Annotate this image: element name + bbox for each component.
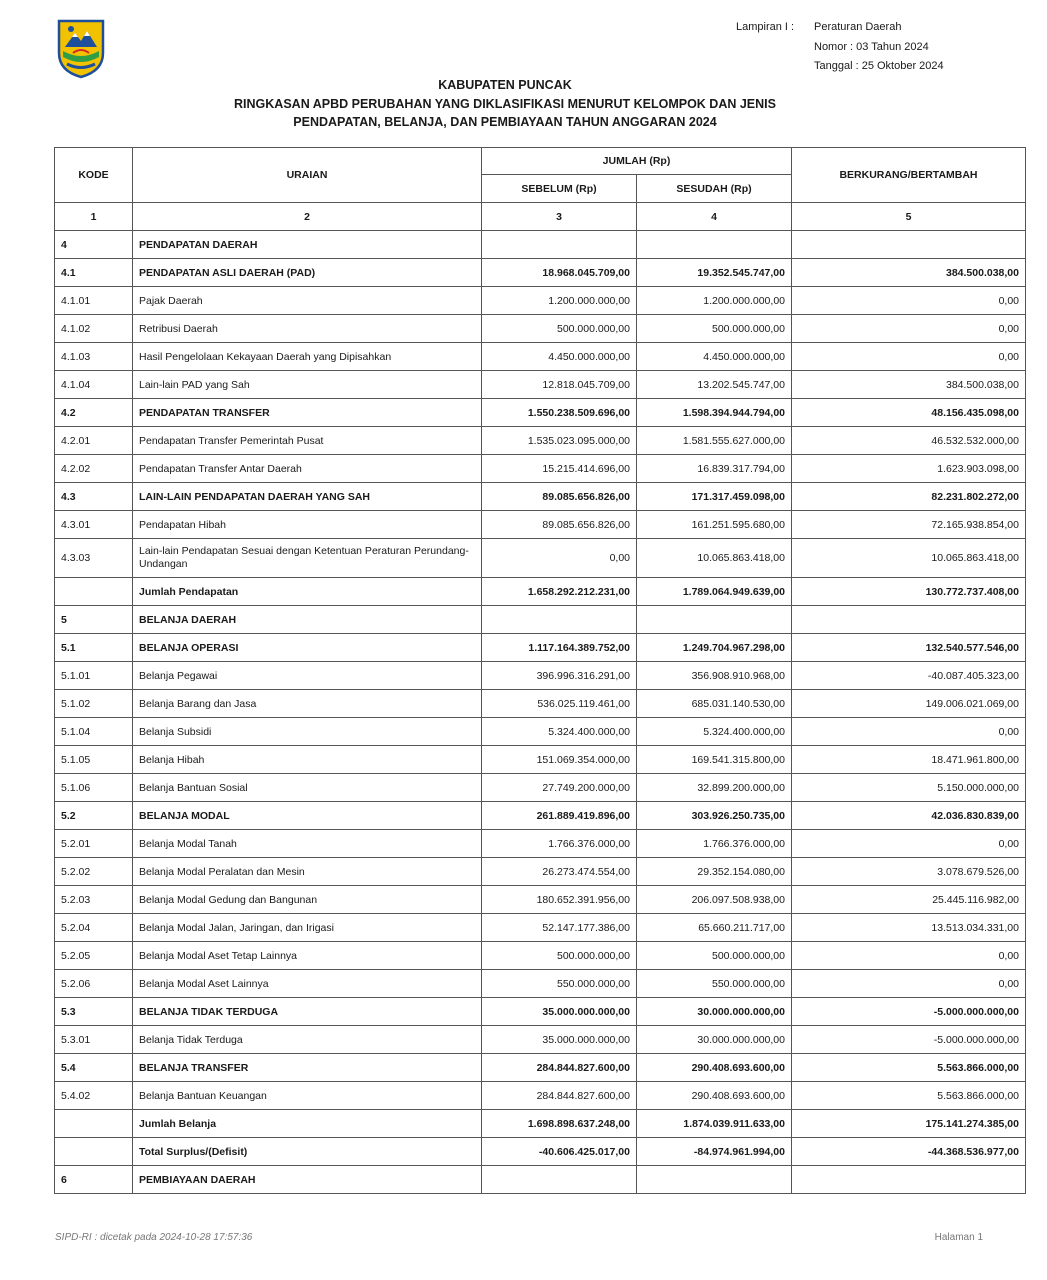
document-title bbox=[0, 76, 1010, 132]
cell-kode: 6 bbox=[55, 1166, 133, 1194]
cell-uraian: Total Surplus/(Defisit) bbox=[133, 1138, 482, 1166]
cell-berkurang-bertambah: 5.563.866.000,00 bbox=[792, 1082, 1026, 1110]
cell-sesudah: 161.251.595.680,00 bbox=[637, 511, 792, 539]
table-row bbox=[55, 1026, 1026, 1054]
col-number-4: 4 bbox=[637, 203, 792, 231]
cell-sesudah: 19.352.545.747,00 bbox=[637, 259, 792, 287]
cell-sebelum bbox=[482, 1166, 637, 1194]
cell-kode: 5.2.02 bbox=[55, 858, 133, 886]
table-row bbox=[55, 539, 1026, 578]
table-row bbox=[55, 830, 1026, 858]
table-row bbox=[55, 690, 1026, 718]
cell-kode: 5.4.02 bbox=[55, 1082, 133, 1110]
cell-sebelum: 180.652.391.956,00 bbox=[482, 886, 637, 914]
cell-berkurang-bertambah: -5.000.000.000,00 bbox=[792, 1026, 1026, 1054]
cell-berkurang-bertambah: 3.078.679.526,00 bbox=[792, 858, 1026, 886]
cell-kode: 5.2.05 bbox=[55, 942, 133, 970]
cell-sesudah: 290.408.693.600,00 bbox=[637, 1082, 792, 1110]
cell-kode: 4.3.01 bbox=[55, 511, 133, 539]
cell-sebelum: 536.025.119.461,00 bbox=[482, 690, 637, 718]
cell-berkurang-bertambah: 0,00 bbox=[792, 343, 1026, 371]
cell-kode: 5.2 bbox=[55, 802, 133, 830]
cell-sebelum: 500.000.000,00 bbox=[482, 315, 637, 343]
table-row bbox=[55, 774, 1026, 802]
cell-berkurang-bertambah: 5.150.000.000,00 bbox=[792, 774, 1026, 802]
cell-uraian: BELANJA MODAL bbox=[133, 802, 482, 830]
cell-kode: 4.3.03 bbox=[55, 539, 133, 578]
cell-uraian: BELANJA OPERASI bbox=[133, 634, 482, 662]
cell-sesudah: 13.202.545.747,00 bbox=[637, 371, 792, 399]
cell-sebelum: 1.766.376.000,00 bbox=[482, 830, 637, 858]
cell-sesudah: 500.000.000,00 bbox=[637, 315, 792, 343]
cell-uraian: Pendapatan Hibah bbox=[133, 511, 482, 539]
col-number-3: 3 bbox=[482, 203, 637, 231]
cell-uraian: PEMBIAYAAN DAERAH bbox=[133, 1166, 482, 1194]
table-row bbox=[55, 886, 1026, 914]
cell-sesudah: 1.789.064.949.639,00 bbox=[637, 578, 792, 606]
page-number: Halaman 1 bbox=[934, 1232, 983, 1243]
cell-sebelum bbox=[482, 231, 637, 259]
table-row bbox=[55, 578, 1026, 606]
cell-uraian: Belanja Bantuan Keuangan bbox=[133, 1082, 482, 1110]
cell-uraian: Belanja Modal Tanah bbox=[133, 830, 482, 858]
cell-sebelum: 261.889.419.896,00 bbox=[482, 802, 637, 830]
title-line-2: RINGKASAN APBD PERUBAHAN YANG DIKLASIFIKASI MENURUT KELOMPOK DAN JENIS bbox=[234, 96, 776, 111]
cell-uraian: BELANJA DAERAH bbox=[133, 606, 482, 634]
cell-sebelum: 52.147.177.386,00 bbox=[482, 914, 637, 942]
cell-uraian: Lain-lain Pendapatan Sesuai dengan Ketentuan Peraturan Perundang-Undangan bbox=[133, 539, 482, 578]
cell-kode: 5.3.01 bbox=[55, 1026, 133, 1054]
cell-kode: 5.1.04 bbox=[55, 718, 133, 746]
table-row bbox=[55, 1166, 1026, 1194]
table-row bbox=[55, 511, 1026, 539]
header-kode: KODE bbox=[55, 148, 133, 203]
cell-uraian: Belanja Modal Jalan, Jaringan, dan Irigasi bbox=[133, 914, 482, 942]
cell-sebelum: -40.606.425.017,00 bbox=[482, 1138, 637, 1166]
cell-sesudah: 65.660.211.717,00 bbox=[637, 914, 792, 942]
cell-uraian: Belanja Modal Peralatan dan Mesin bbox=[133, 858, 482, 886]
cell-sesudah: 5.324.400.000,00 bbox=[637, 718, 792, 746]
cell-uraian: Belanja Subsidi bbox=[133, 718, 482, 746]
cell-sesudah: 500.000.000,00 bbox=[637, 942, 792, 970]
cell-uraian: PENDAPATAN DAERAH bbox=[133, 231, 482, 259]
cell-sebelum: 151.069.354.000,00 bbox=[482, 746, 637, 774]
cell-sesudah: 1.598.394.944.794,00 bbox=[637, 399, 792, 427]
cell-sebelum: 26.273.474.554,00 bbox=[482, 858, 637, 886]
table-row bbox=[55, 606, 1026, 634]
lampiran-line-nomor: Nomor : 03 Tahun 2024 bbox=[814, 40, 929, 53]
cell-sebelum: 550.000.000,00 bbox=[482, 970, 637, 998]
table-row bbox=[55, 1110, 1026, 1138]
apbd-summary-table bbox=[54, 147, 1026, 1194]
cell-uraian: Belanja Modal Aset Tetap Lainnya bbox=[133, 942, 482, 970]
cell-berkurang-bertambah: 42.036.830.839,00 bbox=[792, 802, 1026, 830]
table-row bbox=[55, 662, 1026, 690]
table-row bbox=[55, 942, 1026, 970]
cell-berkurang-bertambah: 384.500.038,00 bbox=[792, 371, 1026, 399]
cell-kode bbox=[55, 578, 133, 606]
col-number-1: 1 bbox=[55, 203, 133, 231]
cell-kode: 5.1.01 bbox=[55, 662, 133, 690]
cell-kode bbox=[55, 1110, 133, 1138]
table-row bbox=[55, 315, 1026, 343]
title-line-3: PENDAPATAN, BELANJA, DAN PEMBIAYAAN TAHUN ANGGARAN 2024 bbox=[293, 115, 717, 129]
cell-kode bbox=[55, 1138, 133, 1166]
cell-sebelum: 12.818.045.709,00 bbox=[482, 371, 637, 399]
cell-uraian: BELANJA TIDAK TERDUGA bbox=[133, 998, 482, 1026]
cell-uraian: Jumlah Pendapatan bbox=[133, 578, 482, 606]
table-body bbox=[55, 231, 1026, 1194]
cell-berkurang-bertambah: 0,00 bbox=[792, 718, 1026, 746]
cell-uraian: LAIN-LAIN PENDAPATAN DAERAH YANG SAH bbox=[133, 483, 482, 511]
cell-kode: 4 bbox=[55, 231, 133, 259]
cell-berkurang-bertambah: 1.623.903.098,00 bbox=[792, 455, 1026, 483]
cell-uraian: Belanja Hibah bbox=[133, 746, 482, 774]
cell-berkurang-bertambah bbox=[792, 1166, 1026, 1194]
cell-sesudah bbox=[637, 231, 792, 259]
table-row bbox=[55, 1138, 1026, 1166]
table-row bbox=[55, 371, 1026, 399]
cell-sebelum: 284.844.827.600,00 bbox=[482, 1082, 637, 1110]
table-row bbox=[55, 858, 1026, 886]
cell-berkurang-bertambah: 132.540.577.546,00 bbox=[792, 634, 1026, 662]
cell-berkurang-bertambah: 13.513.034.331,00 bbox=[792, 914, 1026, 942]
cell-berkurang-bertambah: -40.087.405.323,00 bbox=[792, 662, 1026, 690]
header-sesudah: SESUDAH (Rp) bbox=[637, 175, 792, 203]
cell-sesudah: 4.450.000.000,00 bbox=[637, 343, 792, 371]
cell-sebelum: 4.450.000.000,00 bbox=[482, 343, 637, 371]
cell-kode: 5.1.06 bbox=[55, 774, 133, 802]
cell-sebelum: 89.085.656.826,00 bbox=[482, 483, 637, 511]
cell-uraian: PENDAPATAN ASLI DAERAH (PAD) bbox=[133, 259, 482, 287]
cell-uraian: PENDAPATAN TRANSFER bbox=[133, 399, 482, 427]
table-row bbox=[55, 970, 1026, 998]
cell-sesudah: 1.249.704.967.298,00 bbox=[637, 634, 792, 662]
cell-sebelum: 5.324.400.000,00 bbox=[482, 718, 637, 746]
cell-berkurang-bertambah: 0,00 bbox=[792, 315, 1026, 343]
cell-berkurang-bertambah: 10.065.863.418,00 bbox=[792, 539, 1026, 578]
cell-sesudah: 550.000.000,00 bbox=[637, 970, 792, 998]
cell-kode: 4.1.04 bbox=[55, 371, 133, 399]
table-row bbox=[55, 455, 1026, 483]
table-row bbox=[55, 998, 1026, 1026]
cell-kode: 5 bbox=[55, 606, 133, 634]
cell-sebelum: 35.000.000.000,00 bbox=[482, 998, 637, 1026]
cell-sebelum: 1.535.023.095.000,00 bbox=[482, 427, 637, 455]
cell-kode: 4.1 bbox=[55, 259, 133, 287]
cell-sesudah: 290.408.693.600,00 bbox=[637, 1054, 792, 1082]
cell-sesudah: 685.031.140.530,00 bbox=[637, 690, 792, 718]
cell-kode: 4.1.01 bbox=[55, 287, 133, 315]
table-row bbox=[55, 483, 1026, 511]
table-row bbox=[55, 746, 1026, 774]
table-row bbox=[55, 427, 1026, 455]
cell-sesudah: 1.766.376.000,00 bbox=[637, 830, 792, 858]
cell-berkurang-bertambah: 130.772.737.408,00 bbox=[792, 578, 1026, 606]
cell-uraian: Retribusi Daerah bbox=[133, 315, 482, 343]
lampiran-line-tanggal: Tanggal : 25 Oktober 2024 bbox=[814, 60, 944, 72]
cell-sesudah: 1.581.555.627.000,00 bbox=[637, 427, 792, 455]
table-row bbox=[55, 343, 1026, 371]
table-row bbox=[55, 718, 1026, 746]
cell-berkurang-bertambah: -5.000.000.000,00 bbox=[792, 998, 1026, 1026]
header-jumlah: JUMLAH (Rp) bbox=[482, 148, 792, 175]
cell-berkurang-bertambah: 149.006.021.069,00 bbox=[792, 690, 1026, 718]
print-timestamp: SIPD-RI : dicetak pada 2024-10-28 17:57:36 bbox=[55, 1232, 253, 1243]
table-row bbox=[55, 231, 1026, 259]
cell-berkurang-bertambah: 0,00 bbox=[792, 942, 1026, 970]
table-row bbox=[55, 1054, 1026, 1082]
regency-logo bbox=[55, 17, 107, 79]
cell-sesudah: 1.874.039.911.633,00 bbox=[637, 1110, 792, 1138]
table-row bbox=[55, 259, 1026, 287]
cell-berkurang-bertambah: 25.445.116.982,00 bbox=[792, 886, 1026, 914]
cell-sesudah: 16.839.317.794,00 bbox=[637, 455, 792, 483]
cell-uraian: Pendapatan Transfer Pemerintah Pusat bbox=[133, 427, 482, 455]
cell-sebelum: 15.215.414.696,00 bbox=[482, 455, 637, 483]
cell-sesudah: 29.352.154.080,00 bbox=[637, 858, 792, 886]
cell-uraian: Belanja Pegawai bbox=[133, 662, 482, 690]
header-sebelum: SEBELUM (Rp) bbox=[482, 175, 637, 203]
cell-uraian: Hasil Pengelolaan Kekayaan Daerah yang Dipisahkan bbox=[133, 343, 482, 371]
header-berkurang-bertambah: BERKURANG/BERTAMBAH bbox=[792, 148, 1026, 203]
cell-sebelum: 89.085.656.826,00 bbox=[482, 511, 637, 539]
cell-sesudah: 303.926.250.735,00 bbox=[637, 802, 792, 830]
cell-berkurang-bertambah: 18.471.961.800,00 bbox=[792, 746, 1026, 774]
cell-berkurang-bertambah: 72.165.938.854,00 bbox=[792, 511, 1026, 539]
cell-berkurang-bertambah: -44.368.536.977,00 bbox=[792, 1138, 1026, 1166]
lampiran-line-perda: Peraturan Daerah bbox=[814, 21, 902, 33]
cell-sesudah: 1.200.000.000,00 bbox=[637, 287, 792, 315]
cell-berkurang-bertambah: 0,00 bbox=[792, 970, 1026, 998]
cell-kode: 4.2.02 bbox=[55, 455, 133, 483]
cell-sesudah: 169.541.315.800,00 bbox=[637, 746, 792, 774]
cell-berkurang-bertambah: 384.500.038,00 bbox=[792, 259, 1026, 287]
cell-sesudah bbox=[637, 1166, 792, 1194]
table-row bbox=[55, 1082, 1026, 1110]
cell-berkurang-bertambah bbox=[792, 231, 1026, 259]
cell-berkurang-bertambah: 5.563.866.000,00 bbox=[792, 1054, 1026, 1082]
cell-kode: 4.2.01 bbox=[55, 427, 133, 455]
cell-kode: 4.3 bbox=[55, 483, 133, 511]
cell-uraian: Lain-lain PAD yang Sah bbox=[133, 371, 482, 399]
cell-sebelum: 1.117.164.389.752,00 bbox=[482, 634, 637, 662]
header-uraian: URAIAN bbox=[133, 148, 482, 203]
cell-uraian: Belanja Bantuan Sosial bbox=[133, 774, 482, 802]
cell-sesudah: 171.317.459.098,00 bbox=[637, 483, 792, 511]
cell-kode: 5.1 bbox=[55, 634, 133, 662]
table-row bbox=[55, 399, 1026, 427]
cell-sebelum: 1.698.898.637.248,00 bbox=[482, 1110, 637, 1138]
cell-uraian: Belanja Tidak Terduga bbox=[133, 1026, 482, 1054]
cell-berkurang-bertambah: 48.156.435.098,00 bbox=[792, 399, 1026, 427]
cell-kode: 4.1.02 bbox=[55, 315, 133, 343]
cell-sebelum: 35.000.000.000,00 bbox=[482, 1026, 637, 1054]
cell-kode: 4.2 bbox=[55, 399, 133, 427]
cell-sesudah: 32.899.200.000,00 bbox=[637, 774, 792, 802]
cell-sebelum bbox=[482, 606, 637, 634]
cell-berkurang-bertambah: 0,00 bbox=[792, 830, 1026, 858]
cell-sesudah: 206.097.508.938,00 bbox=[637, 886, 792, 914]
cell-uraian: Jumlah Belanja bbox=[133, 1110, 482, 1138]
table-row bbox=[55, 914, 1026, 942]
cell-sebelum: 18.968.045.709,00 bbox=[482, 259, 637, 287]
cell-sesudah: 30.000.000.000,00 bbox=[637, 1026, 792, 1054]
cell-sebelum: 284.844.827.600,00 bbox=[482, 1054, 637, 1082]
title-line-1: KABUPATEN PUNCAK bbox=[438, 78, 572, 92]
cell-sesudah: 356.908.910.968,00 bbox=[637, 662, 792, 690]
table-row bbox=[55, 634, 1026, 662]
cell-kode: 5.2.06 bbox=[55, 970, 133, 998]
cell-sebelum: 1.550.238.509.696,00 bbox=[482, 399, 637, 427]
cell-sebelum: 1.658.292.212.231,00 bbox=[482, 578, 637, 606]
cell-berkurang-bertambah: 0,00 bbox=[792, 287, 1026, 315]
cell-kode: 5.2.04 bbox=[55, 914, 133, 942]
cell-sesudah: 10.065.863.418,00 bbox=[637, 539, 792, 578]
cell-kode: 4.1.03 bbox=[55, 343, 133, 371]
col-number-5: 5 bbox=[792, 203, 1026, 231]
cell-sebelum: 1.200.000.000,00 bbox=[482, 287, 637, 315]
cell-kode: 5.1.05 bbox=[55, 746, 133, 774]
cell-sebelum: 396.996.316.291,00 bbox=[482, 662, 637, 690]
cell-kode: 5.1.02 bbox=[55, 690, 133, 718]
cell-sebelum: 500.000.000,00 bbox=[482, 942, 637, 970]
col-number-2: 2 bbox=[133, 203, 482, 231]
cell-kode: 5.3 bbox=[55, 998, 133, 1026]
cell-sesudah bbox=[637, 606, 792, 634]
cell-sebelum: 0,00 bbox=[482, 539, 637, 578]
cell-sesudah: 30.000.000.000,00 bbox=[637, 998, 792, 1026]
cell-berkurang-bertambah: 82.231.802.272,00 bbox=[792, 483, 1026, 511]
cell-berkurang-bertambah: 46.532.532.000,00 bbox=[792, 427, 1026, 455]
cell-uraian: Belanja Modal Gedung dan Bangunan bbox=[133, 886, 482, 914]
cell-kode: 5.2.01 bbox=[55, 830, 133, 858]
cell-kode: 5.4 bbox=[55, 1054, 133, 1082]
cell-uraian: Belanja Modal Aset Lainnya bbox=[133, 970, 482, 998]
cell-berkurang-bertambah bbox=[792, 606, 1026, 634]
table-row bbox=[55, 802, 1026, 830]
cell-kode: 5.2.03 bbox=[55, 886, 133, 914]
cell-berkurang-bertambah: 175.141.274.385,00 bbox=[792, 1110, 1026, 1138]
cell-sebelum: 27.749.200.000,00 bbox=[482, 774, 637, 802]
table-row bbox=[55, 287, 1026, 315]
cell-uraian: BELANJA TRANSFER bbox=[133, 1054, 482, 1082]
lampiran-label: Lampiran I : bbox=[736, 21, 795, 33]
cell-sesudah: -84.974.961.994,00 bbox=[637, 1138, 792, 1166]
cell-uraian: Belanja Barang dan Jasa bbox=[133, 690, 482, 718]
cell-uraian: Pendapatan Transfer Antar Daerah bbox=[133, 455, 482, 483]
cell-uraian: Pajak Daerah bbox=[133, 287, 482, 315]
